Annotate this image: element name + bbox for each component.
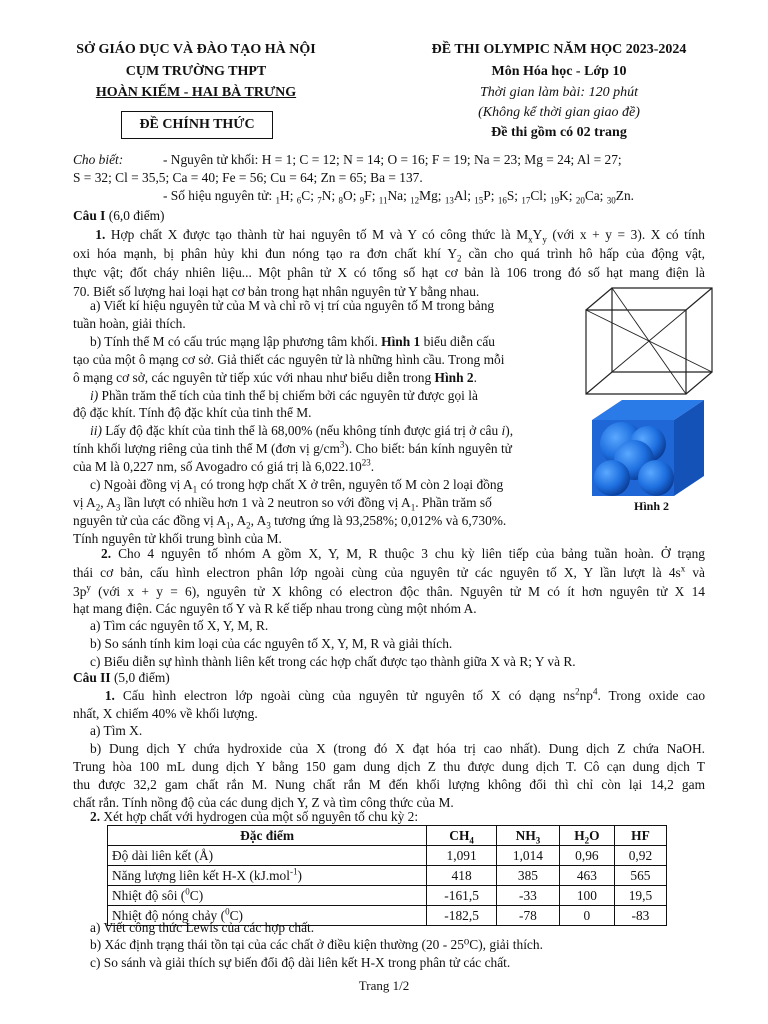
table-cell: Nhiệt độ sôi ($^0$C) (108, 886, 427, 906)
time-limit: Thời gian làm bài: 120 phút (480, 85, 638, 100)
q1-c-line-1: c) Ngoài đồng vị $A_1$ có trong hợp chất X ở trên, nguyên tố M còn 2 loại đồng (90, 477, 504, 495)
atomic-mass-line-1: - Nguyên tử khối: H = 1; C = 12; N = 14; O = 16; F = 19; Na = 23; Mg = 24; Al = 27; (163, 152, 622, 167)
q1-p1-line-1: 1. Hợp chất X được tạo thành từ hai nguyên tố M và Y có công thức là $M_xY_y$ (với x + y = 3). X có tính (95, 227, 705, 245)
q2-2-b: b) Xác định trạng thái tồn tại của các chất ở điều kiện thường (20 - 25⁰C), giải thích. (90, 937, 543, 952)
q1-a-line-2: tuần hoàn, giải thích. (73, 316, 186, 331)
q2-1-a: a) Tìm X. (90, 723, 143, 738)
q2-1-line-2: nhất, X chiếm 40% về khối lượng. (73, 706, 258, 721)
official-exam-label: ĐỀ CHÍNH THỨC (139, 117, 255, 132)
table-cell: Năng lượng liên kết H-X (kJ.mol$^{-1}$) (108, 866, 427, 886)
table-cell: Độ dài liên kết (Å) (108, 846, 427, 866)
q1-2-b: b) So sánh tính kim loại của các nguyên tố X, Y, M, R và giải thích. (90, 636, 453, 651)
q2-2-intro: 2. Xét hợp chất với hydrogen của một số nguyên tố chu kỳ 2: (90, 809, 419, 824)
school-names: HOÀN KIẾM - HAI BÀ TRƯNG (95, 85, 297, 100)
table-header-row (108, 826, 667, 846)
q2-2-a: a) Viết công thức Lewis của các hợp chất. (90, 920, 315, 935)
hydride-properties-table (107, 825, 667, 926)
table-cell: 100 (559, 886, 614, 906)
table-cell: 565 (614, 866, 666, 886)
q2-1-b-line-4: chất rắn. Tính nồng độ của các dung dịch Y, Z và tìm công thức của M. (73, 795, 454, 810)
exam-title: ĐỀ THI OLYMPIC NĂM HỌC 2023-2024 (431, 42, 687, 57)
table-cell: 418 (427, 866, 497, 886)
table-cell: 1,091 (427, 846, 497, 866)
school-cluster: CỤM TRƯỜNG THPT (125, 64, 267, 79)
page-number: Trang 1/2 (358, 978, 410, 993)
department-name: SỞ GIÁO DỤC VÀ ĐÀO TẠO HÀ NỘI (76, 42, 316, 57)
table-row (108, 886, 667, 906)
table-cell: -182,5 (427, 906, 497, 926)
table-row (108, 846, 667, 866)
q1-b-ii-line-1: ii) Lấy độ đặc khít của tinh thể là 68,00% (nếu không tính được giá trị ở câu i), (90, 423, 514, 438)
q1-b-line-2: tạo của một ô mạng cơ sở. Giả thiết các nguyên tử là những hình cầu. Trong mỗi (73, 352, 505, 367)
table-row (108, 866, 667, 886)
table-header: $NH_3$ (497, 826, 560, 846)
q1-2-line-3: $3p^y$ (với x + y = 6), nguyên tử X không có electron độc thân. Nguyên tử M có ít hơn nguyên tử X 14 (73, 582, 705, 599)
q1-p1-line-4: 70. Biết số lượng hai loại hạt cơ bản trong hạt nhân nguyên tử Y bằng nhau. (73, 284, 480, 299)
question-2-heading: Câu II (5,0 điểm) (73, 670, 170, 685)
table-cell: 0,96 (559, 846, 614, 866)
table-cell: 0,92 (614, 846, 666, 866)
atomic-number-line: - Số hiệu nguyên tử: $_1$H; $_6$C; $_7$N; $_8$O; $_9$F; $_{11}$Na; $_{12}$Mg; $_{13}$Al; $_{15}$P; $_{16}$S; $_{17}$Cl; $_{19}$K; $_{20}$Ca; $_{30}$Zn. (163, 188, 634, 206)
q1-c-line-3: nguyên tử của các đồng vị $A_1$, $A_2$, $A_3$ tương ứng là 93,258%; 0,012% và 6,730%. (73, 513, 507, 531)
q2-1-b-line-2: Trung hòa 100 mL dung dịch Y bằng 150 gam dung dịch Z thu được dung dịch T. Cô cạn dung dịch T (73, 759, 705, 774)
given-label: Cho biết: (73, 152, 124, 167)
question-1-heading: Câu I (6,0 điểm) (73, 208, 165, 223)
table-cell: -161,5 (427, 886, 497, 906)
table-cell: 19,5 (614, 886, 666, 906)
q1-2-a: a) Tìm các nguyên tố X, Y, M, R. (90, 618, 269, 633)
page-count: Đề thi gồm có 02 trang (491, 125, 627, 140)
q2-1-b-line-3: thu được 32,2 gam chất rắn M. Nung chất rắn M đến khối lượng không đổi thì chỉ còn lại 14,2 gam (73, 777, 705, 792)
q1-2-line-1: 2. Cho 4 nguyên tố nhóm A gồm X, Y, M, R thuộc 3 chu kỳ liên tiếp của bảng tuần hoàn. Ở trạng (101, 546, 706, 561)
q2-1-line-1: 1. Cấu hình electron lớp ngoài cùng của nguyên tử nguyên tố X có dạng $ns^2np^4$. Trong oxide cao (104, 686, 706, 703)
q1-b-ii-line-2: tính khối lượng riêng của tinh thể M (đơn vị $g/cm^3$). Cho biết: bán kính nguyên tử (73, 439, 512, 456)
table-cell: -78 (497, 906, 560, 926)
table-header: HF (614, 826, 666, 846)
atomic-mass-line-2: S = 32; Cl = 35,5; Ca = 40; Fe = 56; Cu = 64; Zn = 65; Ba = 137. (73, 170, 423, 185)
table-cell: 0 (559, 906, 614, 926)
q1-b-line-3: ô mạng cơ sở, các nguyên tử tiếp xúc với nhau như biểu diễn trong Hình 2. (73, 370, 477, 385)
table-cell: 385 (497, 866, 560, 886)
q1-a-line-1: a) Viết kí hiệu nguyên tử của M và chỉ rõ vị trí của nguyên tố M trong bảng (90, 298, 495, 313)
q1-b-line-1: b) Tính thể M có cấu trúc mạng lập phương tâm khối. Hình 1 biểu diễn cấu (90, 334, 495, 349)
q1-c-line-4: Tính nguyên tử khối trung bình của M. (73, 531, 282, 546)
time-note: (Không kể thời gian giao đề) (478, 105, 640, 120)
table-cell: 1,014 (497, 846, 560, 866)
table-cell: -83 (614, 906, 666, 926)
q1-b-ii-line-3: của M là 0,227 nm, số Avogadro có giá trị là 6,022.10$^{23}$. (73, 457, 375, 474)
table-header: $H_2O$ (559, 826, 614, 846)
table-header: $CH_4$ (427, 826, 497, 846)
q2-1-b-line-1: b) Dung dịch Y chứa hydroxide của X (trong đó X đạt hóa trị cao nhất). Dung dịch Z chứa NaOH. (90, 741, 705, 756)
q1-p1-line-3: thực vật; đốt cháy nhiên liệu... Một phân tử X có tổng số hạt cơ bản là 106 trong đó số hạt mang điện là (73, 265, 705, 280)
q1-2-c: c) Biểu diễn sự hình thành liên kết trong các hợp chất được tạo thành giữa X và R; Y và R. (90, 654, 576, 669)
q1-p1-line-2: oxi hóa mạnh, bị phân hủy khi đun nóng tạo ra đơn chất khí $Y_2$ cần cho quá trình hô hấp của động vật, (73, 246, 705, 264)
table-header: Đặc điểm (108, 826, 427, 846)
table-cell: -33 (497, 886, 560, 906)
q1-2-line-2: thái cơ bản, cấu hình electron phân lớp ngoài cùng của nguyên tử các nguyên tố X, Y lần lượt là $4s^x$ và (73, 563, 705, 580)
q2-2-c: c) So sánh và giải thích sự biến đổi độ dài liên kết H-X trong phân tử các chất. (90, 955, 511, 970)
subject-line: Môn Hóa học - Lớp 10 (491, 64, 627, 79)
q1-2-line-4: hạt mang điện. Các nguyên tố Y và R kế tiếp nhau trong cùng một nhóm A. (73, 601, 477, 616)
table-cell: 463 (559, 866, 614, 886)
q1-b-i-line-2: độ đặc khít. Tính độ đặc khít của tinh thể M. (73, 405, 312, 420)
bcc-unit-cell-figure (578, 282, 726, 398)
figure-2-caption: Hình 2 (634, 499, 670, 513)
table-cell: Nhiệt độ nóng chảy ($^0$C) (108, 906, 427, 926)
packed-spheres-figure (582, 398, 714, 498)
q1-c-line-2: vị $A_2$, $A_3$ lần lượt có nhiều hơn 1 và 2 neutron so với đồng vị $A_1$. Phần trăm số (73, 495, 492, 513)
q1-b-i-line-1: i) Phần trăm thể tích của tinh thể bị chiếm bởi các nguyên tử được gọi là (90, 388, 478, 403)
